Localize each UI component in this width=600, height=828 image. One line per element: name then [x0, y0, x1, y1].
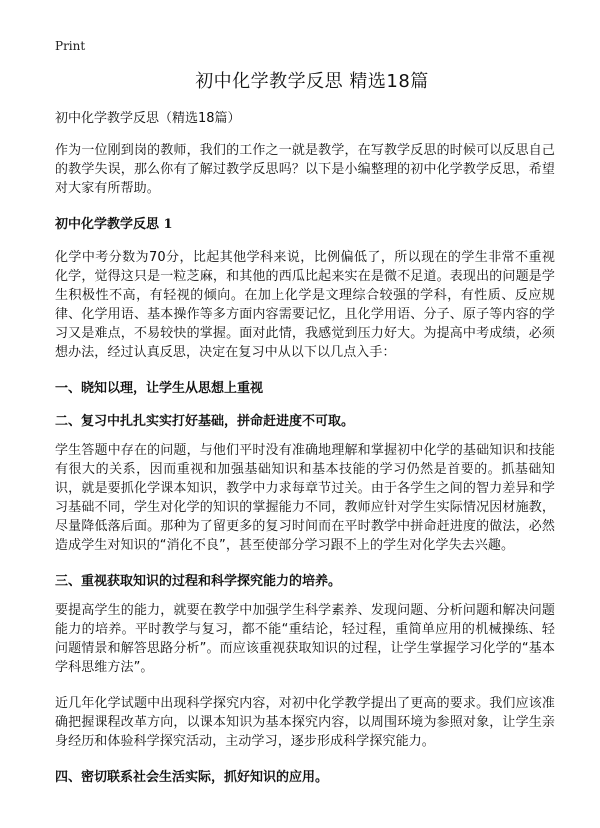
intro-paragraph: 作为一位刚到岗的教师，我们的工作之一就是教学，在写教学反思的时候可以反思自己的教学失误，那么你有了解过教学反思吗？以下是小编整理的初中化学教学反思，希望对大家有所帮助。 [55, 143, 555, 196]
point-heading-1: 一、晓知以理，让学生从思想上重视 [55, 381, 264, 396]
document-subtitle: 初中化学教学反思（精选18篇） [55, 111, 241, 126]
section-heading-1: 初中化学教学反思 1 [55, 217, 173, 232]
document-page [55, 38, 555, 801]
section-1-paragraph: 化学中考分数为70分，比起其他学科来说，比例偏低了，所以现在的学生非常不重视化学，觉得这只是一粒芝麻，和其他的西瓜比起来实在是微不足道。表现出的问题是学生积极性不高，有轻视的倾向。在加上化学是文理综合较强的学科，有性质、反应规律、化学用语、基本操作等多方面内容需要记忆，且化学用语、分子、原子等内容的学习又是难点，不易较快的掌握。面对此情，我感觉到压力好大。为提高中考成绩，必须想办法，经过认真反思，决定在复习中从以下以几点入手： [55, 250, 555, 360]
point-heading-3: 三、重视获取知识的过程和科学探究能力的培养。 [55, 574, 342, 589]
point-2-paragraph: 学生答题中存在的问题，与他们平时没有准确地理解和掌握初中化学的基础知识和技能有很大的关系，因而重视和加强基础知识和基本技能的学习仍然是首要的。抓基础知识，就是要抓化学课本知识，教学中力求每章节过关。由于各学生之间的智力差异和学习基础不同，学生对化学的知识的掌握能力不同，教师应针对学生实际情况因材施教，尽量降低落后面。那种为了留更多的复习时间而在平时教学中拼命赶进度的做法，必然造成学生对知识的“消化不良”，甚至使部分学习跟不上的学生对化学失去兴趣。 [55, 443, 555, 553]
print-link[interactable]: Print [55, 39, 86, 53]
point-heading-2: 二、复习中扎扎实实打好基础，拼命赶进度不可取。 [55, 414, 355, 429]
point-3-paragraph-1: 要提高学生的能力，就要在教学中加强学生科学素养、发现问题、分析问题和解决问题能力的培养。平时教学与复习，都不能“重结论，轻过程，重简单应用的机械操练、轻问题情景和解答思路分析”。而应该重视获取知识的过程，让学生掌握学习化学的“基本学科思维方法”。 [55, 603, 555, 675]
point-heading-4: 四、密切联系社会生活实际，抓好知识的应用。 [55, 770, 329, 785]
point-3-paragraph-2: 近几年化学试题中出现科学探究内容，对初中化学教学提出了更高的要求。我们应该准确把握课程改革方向，以课本知识为基本探究内容，以周围环境为参照对象，让学生亲身经历和体验科学探究活动，主动学习，逐步形成科学探究能力。 [55, 696, 555, 749]
document-title: 初中化学教学反思 精选18篇 [195, 71, 429, 92]
